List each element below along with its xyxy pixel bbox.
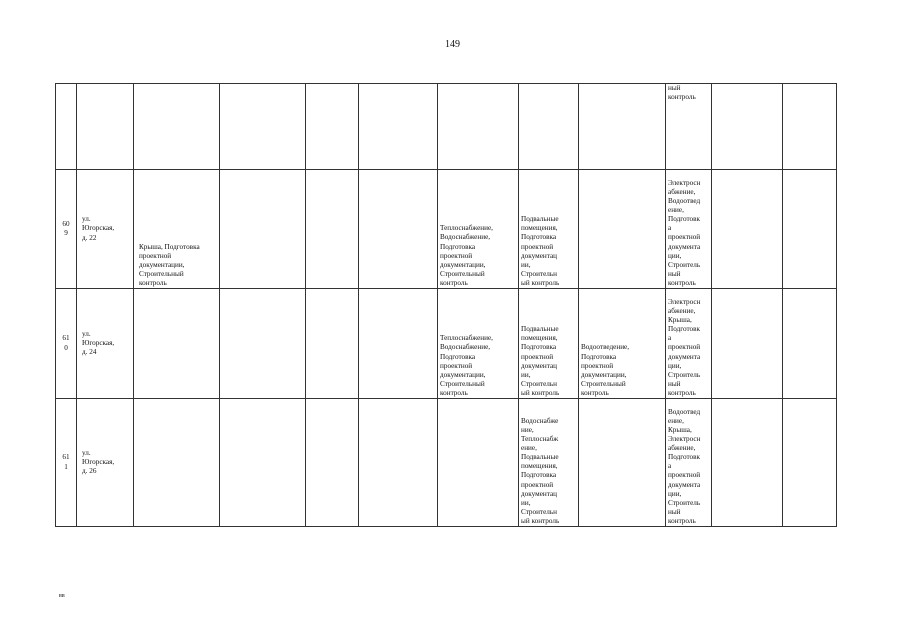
empty-cell bbox=[712, 399, 783, 527]
empty-cell bbox=[359, 399, 438, 527]
row-number-cell bbox=[56, 84, 77, 170]
empty-cell bbox=[359, 170, 438, 289]
work-cell bbox=[134, 84, 220, 170]
work-cell bbox=[438, 84, 519, 170]
empty-cell bbox=[359, 84, 438, 170]
work-cell bbox=[134, 289, 220, 399]
work-cell: Подвальные помещения, Подготовка проектной документац ии, Строительн ый контроль bbox=[519, 170, 579, 289]
empty-cell bbox=[220, 399, 306, 527]
empty-cell bbox=[712, 170, 783, 289]
work-cell bbox=[579, 84, 666, 170]
address-cell: ул. Югорская, д. 26 bbox=[77, 399, 134, 527]
empty-cell bbox=[712, 289, 783, 399]
empty-cell bbox=[220, 289, 306, 399]
empty-cell bbox=[359, 289, 438, 399]
empty-cell bbox=[712, 84, 783, 170]
work-cell: Электросн абжение, Крыша, Подготовк а проектной документа ции, Строитель ный контроль bbox=[666, 289, 712, 399]
work-cell: Теплоснабжение, Водоснабжение, Подготовка проектной документации, Строительный контроль bbox=[438, 289, 519, 399]
table-row bbox=[56, 84, 837, 170]
work-cell: Крыша, Подготовка проектной документации, Строительный контроль bbox=[134, 170, 220, 289]
empty-cell bbox=[783, 84, 837, 170]
page-number: 149 bbox=[445, 39, 460, 50]
table-row bbox=[56, 170, 837, 289]
row-number-cell: 61 0 bbox=[56, 289, 77, 399]
footer-mark: вв bbox=[59, 593, 65, 599]
empty-cell bbox=[306, 289, 359, 399]
work-cell: Электросн абжение, Водоотвед ение, Подготовк а проектной документа ции, Строитель ный контроль bbox=[666, 170, 712, 289]
row-number-cell: 60 9 bbox=[56, 170, 77, 289]
empty-cell bbox=[306, 170, 359, 289]
address-cell: ул. Югорская, д. 24 bbox=[77, 289, 134, 399]
empty-cell bbox=[306, 84, 359, 170]
work-cell bbox=[579, 170, 666, 289]
empty-cell bbox=[306, 399, 359, 527]
work-cell bbox=[438, 399, 519, 527]
work-cell: Теплоснабжение, Водоснабжение, Подготовка проектной документации, Строительный контроль bbox=[438, 170, 519, 289]
table-row bbox=[56, 289, 837, 399]
empty-cell bbox=[220, 84, 306, 170]
empty-cell bbox=[783, 170, 837, 289]
work-cell: Подвальные помещения, Подготовка проектной документац ии, Строительн ый контроль bbox=[519, 289, 579, 399]
work-cell: ный контроль bbox=[666, 84, 712, 170]
address-cell bbox=[77, 84, 134, 170]
row-number-cell: 61 1 bbox=[56, 399, 77, 527]
work-cell: Водоотведение, Подготовка проектной документации, Строительный контроль bbox=[579, 289, 666, 399]
empty-cell bbox=[220, 170, 306, 289]
work-cell bbox=[134, 399, 220, 527]
repair-schedule-table bbox=[55, 83, 837, 527]
work-cell bbox=[519, 84, 579, 170]
work-cell bbox=[579, 399, 666, 527]
address-cell: ул. Югорская, д. 22 bbox=[77, 170, 134, 289]
work-cell: Водоотвед ение, Крыша, Электросн абжение, Подготовк а проектной документа ции, Строитель ный контроль bbox=[666, 399, 712, 527]
empty-cell bbox=[783, 399, 837, 527]
table-row bbox=[56, 399, 837, 527]
work-cell: Водоснабже ние, Теплоснабж ение, Подвальные помещения, Подготовка проектной документац ии, Строительн ый контроль bbox=[519, 399, 579, 527]
empty-cell bbox=[783, 289, 837, 399]
